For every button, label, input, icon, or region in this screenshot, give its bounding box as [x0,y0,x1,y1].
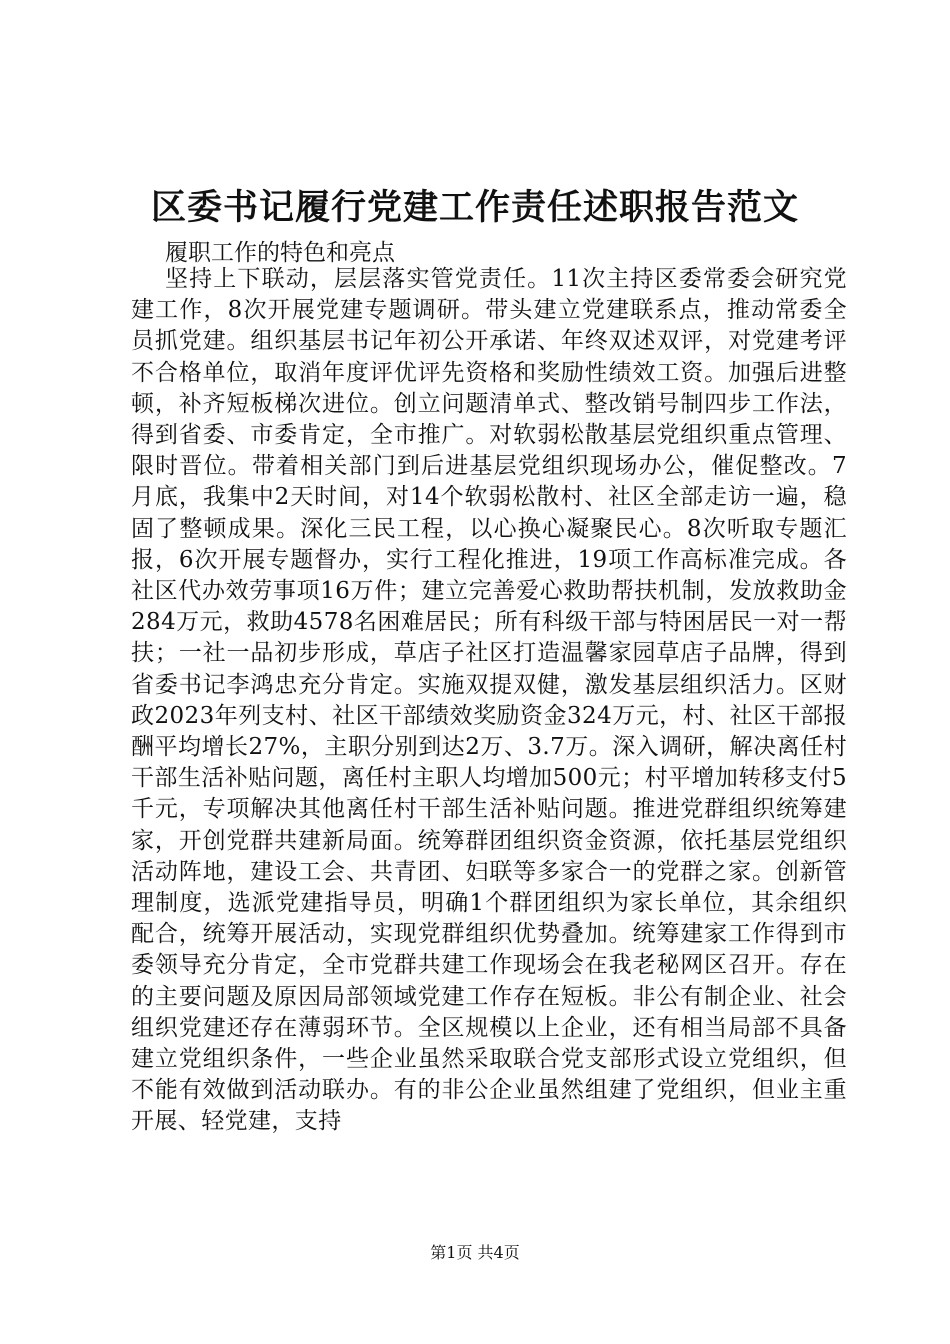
section-subheading: 履职工作的特色和亮点 [165,240,395,266]
body-paragraph: 坚持上下联动，层层落实管党责任。11次主持区委常委会研究党建工作，8次开展党建专题调研。带头建立党建联系点，推动常委全员抓党建。组织基层书记年初公开承诺、年终双述双评，对党建考评不合格单位，取消年度评优评先资格和奖励性绩效工资。加强后进整顿，补齐短板梯次进位。创立问题清单式、整改销号制四步工作法，得到省委、市委肯定，全市推广。对软弱松散基层党组织重点管理、限时晋位。带着相关部门到后进基层党组织现场办公，催促整改。7月底，我集中2天时间，对14个软弱松散村、社区全部走访一遍，稳固了整顿成果。深化三民工程，以心换心凝聚民心。8次听取专题汇报，6次开展专题督办，实行工程化推进，19项工作高标准完成。各社区代办效劳事项16万件；建立完善爱心救助帮扶机制，发放救助金284万元，救助4578名困难居民；所有科级干部与特困居民一对一帮扶；一社一品初步形成，草店子社区打造温馨家园草店子品牌，得到省委书记李鸿忠充分肯定。实施双提双健，激发基层组织活力。区财政2023年列支村、社区干部绩效奖励资金324万元，村、社区干部报酬平均增长27%，主职分别到达2万、3.7万。深入调研，解决离任村干部生活补贴问题，离任村主职人均增加500元；村平增加转移支付5千元，专项解决其他离任村干部生活补贴问题。推进党群组织统筹建家，开创党群共建新局面。统筹群团组织资金资源，依托基层党组织活动阵地，建设工会、共青团、妇联等多家合一的党群之家。创新管理制度，选派党建指导员，明确1个群团组织为家长单位，其余组织配合，统筹开展活动，实现党群组织优势叠加。统筹建家工作得到市委领导充分肯定，全市党群共建工作现场会在我老秘网区召开。存在的主要问题及原因局部领域党建工作存在短板。非公有制企业、社会组织党建还存在薄弱环节。全区规模以上企业，还有相当局部不具备建立党组织条件，一些企业虽然采取联合党支部形式设立党组织，但不能有效做到活动联办。有的非公企业虽然组建了党组织，但业主重开展、轻党建，支持 [131,266,847,1135]
document-title: 区委书记履行党建工作责任述职报告范文 [150,187,799,228]
page-footer: 第1页 共4页 [430,1243,520,1262]
